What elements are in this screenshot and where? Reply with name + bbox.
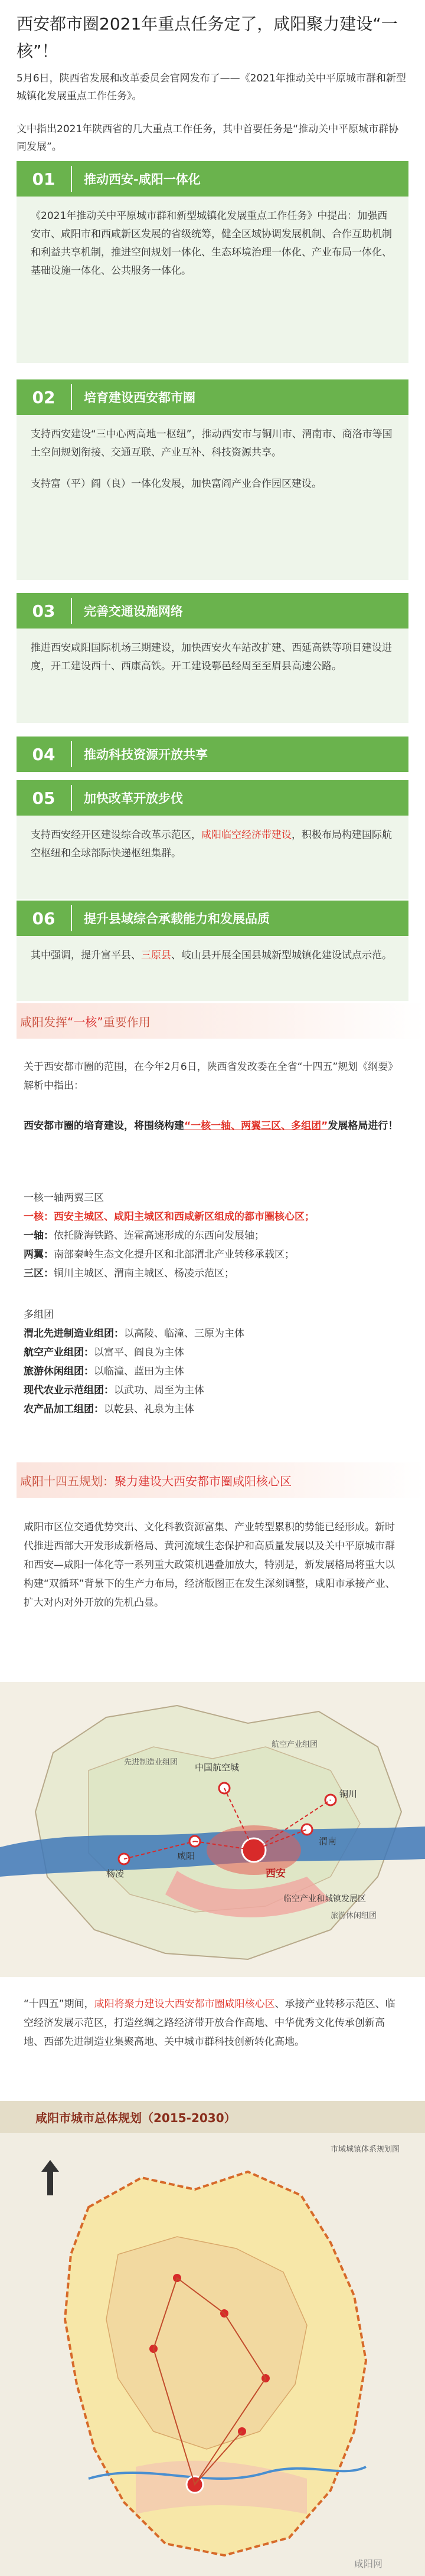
section-title: 培育建设西安都市圈 xyxy=(84,391,195,405)
highlight-text: 三原县 xyxy=(141,950,171,961)
map-label: 西安 xyxy=(266,1868,286,1880)
section-paragraph: 其中强调，提升富平县、三原县、岐山县开展全国县城新型城镇化建设试点示范。 xyxy=(31,950,392,961)
section-body-03 xyxy=(17,629,408,723)
list-item: 三区：铜川主城区、渭南主城区、杨凌示范区； xyxy=(24,1268,234,1279)
section-header-01 xyxy=(17,161,408,197)
core-layout-list xyxy=(24,1189,401,1283)
groups-list xyxy=(24,1305,401,1419)
section-paragraph: 推进西安咸阳国际机场三期建设，加快西安火车站改扩建、西延高铁等项目建设进度，开工建设西十、西康高铁。开工建设鄠邑经周至至眉县高速公路。 xyxy=(31,642,392,672)
intro-paragraph: 5月6日，陕西省发展和改革委员会官网发布了——《2021年推动关中平原城市群和新型城镇化发展重点工作任务》。 xyxy=(17,73,406,102)
banner-text-highlight: 聚力建设大西安都市圈咸阳核心区 xyxy=(115,1474,292,1488)
map-label: 航空产业组团 xyxy=(272,1740,318,1749)
section-paragraph: 《2021年推动关中平原城市群和新型城镇化发展重点工作任务》中提出：加强西安市、咸阳市和西咸新区发展的省级统筹，健全区域协调发展机制、合作互助机制和利益共享机制，推进空间规划一体化、生态环境治理一体化、产业布局一体化、基础设施一体化、公共服务一体化。 xyxy=(31,210,392,277)
list-item: 农产品加工组团：以乾县、礼泉为主体 xyxy=(24,1403,194,1415)
subheading: 一核一轴两翼三区 xyxy=(24,1192,104,1204)
map-label: 铜川 xyxy=(339,1789,358,1799)
list-item: 一轴：依托陇海铁路、连霍高速形成的东西向发展轴； xyxy=(24,1230,264,1242)
banner-text-highlight: “一核” xyxy=(67,1014,103,1029)
highlight-text: 咸阳临空经济带建设 xyxy=(201,829,292,841)
map-label: 杨凌 xyxy=(106,1868,125,1879)
core-statement-a: 西安都市圈的培育建设，将围绕构建 xyxy=(24,1120,184,1132)
section-body-02 xyxy=(17,415,408,580)
article-title: 西安都市圈2021年重点任务定了，咸阳聚力建设“一核”！ xyxy=(17,14,398,61)
plan-text-b: 、承接产业转移示范区、临空经济发展示范区，打造丝绸之路经济带开放合作高地、中华优秀文化传承创新高地、西部先进制造业集聚高地、关中城市群科技创新转化高地。 xyxy=(24,1998,395,2048)
map-label: 中国航空城 xyxy=(195,1762,240,1773)
plan-paragraph-2 xyxy=(24,1995,401,2051)
master-plan-map-image xyxy=(0,2101,425,2576)
map-label: 咸阳 xyxy=(177,1851,195,1861)
section-body-01 xyxy=(17,197,408,363)
subheading: 多组团 xyxy=(24,1309,54,1321)
list-item: 现代农业示范组团：以武功、周至为主体 xyxy=(24,1384,204,1396)
section-paragraph: 支持西安建设“三中心两高地一枢纽”，推动西安市与铜川市、渭南市、商洛市等国土空间规划衔接、交通互联、产业互补、科技资源共享。 xyxy=(31,428,393,459)
map-label: 旅游休闲组团 xyxy=(331,1911,377,1920)
section-header-06 xyxy=(17,901,408,936)
section-number: 01 xyxy=(32,169,55,189)
section-number: 02 xyxy=(32,387,55,407)
core-statement-highlight: “一核一轴、两翼三区、多组团” xyxy=(184,1120,328,1132)
intro-paragraph-2: 文中指出2021年陕西省的几大重点工作任务，其中首要任务是“推动关中平原城市群协同发展”。 xyxy=(17,123,399,153)
regional-map-svg xyxy=(0,1682,425,1977)
list-item: 一核：西安主城区、咸阳主城区和西咸新区组成的都市圈核心区； xyxy=(24,1211,315,1223)
banner-plan xyxy=(0,1462,425,1498)
section-paragraph: 支持西安经开区建设综合改革示范区，咸阳临空经济带建设，积极布局构建国际航空枢纽和全球部际快递枢纽集群。 xyxy=(31,829,392,859)
section-header-05 xyxy=(17,780,408,816)
master-plan-map-svg xyxy=(0,2101,425,2576)
section-header-04 xyxy=(17,737,408,772)
section-number: 05 xyxy=(32,788,55,808)
plan-paragraph: 咸阳市区位交通优势突出、文化科教资源富集、产业转型累积的势能已经形成。新时代推进西部大开发形成新格局、黄河流域生态保护和高质量发展以及关中平原城市群和西安—咸阳一体化等一系列重大政策机遇叠加放大，特别是，新发展格局将重大以构建“双循环”背景下的生产力布局，经济版图正在发生深刻调整，咸阳市承接产业、扩大对内对外开放的先机凸显。 xyxy=(24,1521,395,1609)
core-intro: 关于西安都市圈的范围，在今年2月6日，陕西省发改委在全省“十四五”规划《纲要》解析中指出： xyxy=(24,1061,398,1092)
banner-text xyxy=(17,1462,425,1498)
section-body-06 xyxy=(17,936,408,1001)
list-item: 两翼：南部秦岭生态文化提升区和北部渭北产业转移承载区； xyxy=(24,1249,295,1261)
list-item: 渭北先进制造业组团：以高陵、临潼、三原为主体 xyxy=(24,1328,244,1340)
map-label: 先进制造业组团 xyxy=(124,1758,178,1767)
section-header-03 xyxy=(17,593,408,629)
list-item: 航空产业组团：以富平、阎良为主体 xyxy=(24,1347,184,1359)
section-number: 03 xyxy=(32,601,55,621)
section-title: 完善交通设施网络 xyxy=(84,604,183,618)
map-label: 渭南 xyxy=(319,1836,337,1847)
section-title: 提升县域综合承载能力和发展品质 xyxy=(84,912,270,926)
map-title: 咸阳市城市总体规划（2015-2030） xyxy=(35,2111,236,2125)
plan-text-a: “十四五”期间， xyxy=(24,1998,94,2010)
banner-text-a: 咸阳十四五规划： xyxy=(20,1474,115,1488)
section-body-05 xyxy=(17,816,408,899)
section-number: 06 xyxy=(32,908,55,928)
section-paragraph: 支持富（平）阎（良）一体化发展，加快富阎产业合作园区建设。 xyxy=(31,478,322,490)
map-label: 临空产业和城镇发展区 xyxy=(283,1894,366,1904)
section-header-02 xyxy=(17,379,408,415)
banner-text-a: 咸阳发挥 xyxy=(20,1014,67,1029)
banner-core-role xyxy=(0,1003,425,1039)
core-statement-b: 发展格局进行！ xyxy=(328,1120,398,1132)
section-title: 加快改革开放步伐 xyxy=(84,791,183,806)
section-title: 推动科技资源开放共享 xyxy=(84,748,208,762)
watermark-text: 咸阳网 xyxy=(354,2558,383,2570)
list-item: 旅游休闲组团：以临潼、蓝田为主体 xyxy=(24,1366,184,1377)
banner-text-b: 重要作用 xyxy=(103,1014,151,1029)
map-subtitle: 市域城镇体系规划图 xyxy=(331,2145,400,2154)
regional-map-image xyxy=(0,1682,425,1977)
banner-text xyxy=(17,1003,425,1039)
core-statement xyxy=(24,1117,401,1135)
section-title: 推动西安-咸阳一体化 xyxy=(84,172,201,186)
plan-highlight: 咸阳将聚力建设大西安都市圈咸阳核心区 xyxy=(94,1998,275,2010)
section-number: 04 xyxy=(32,744,55,764)
